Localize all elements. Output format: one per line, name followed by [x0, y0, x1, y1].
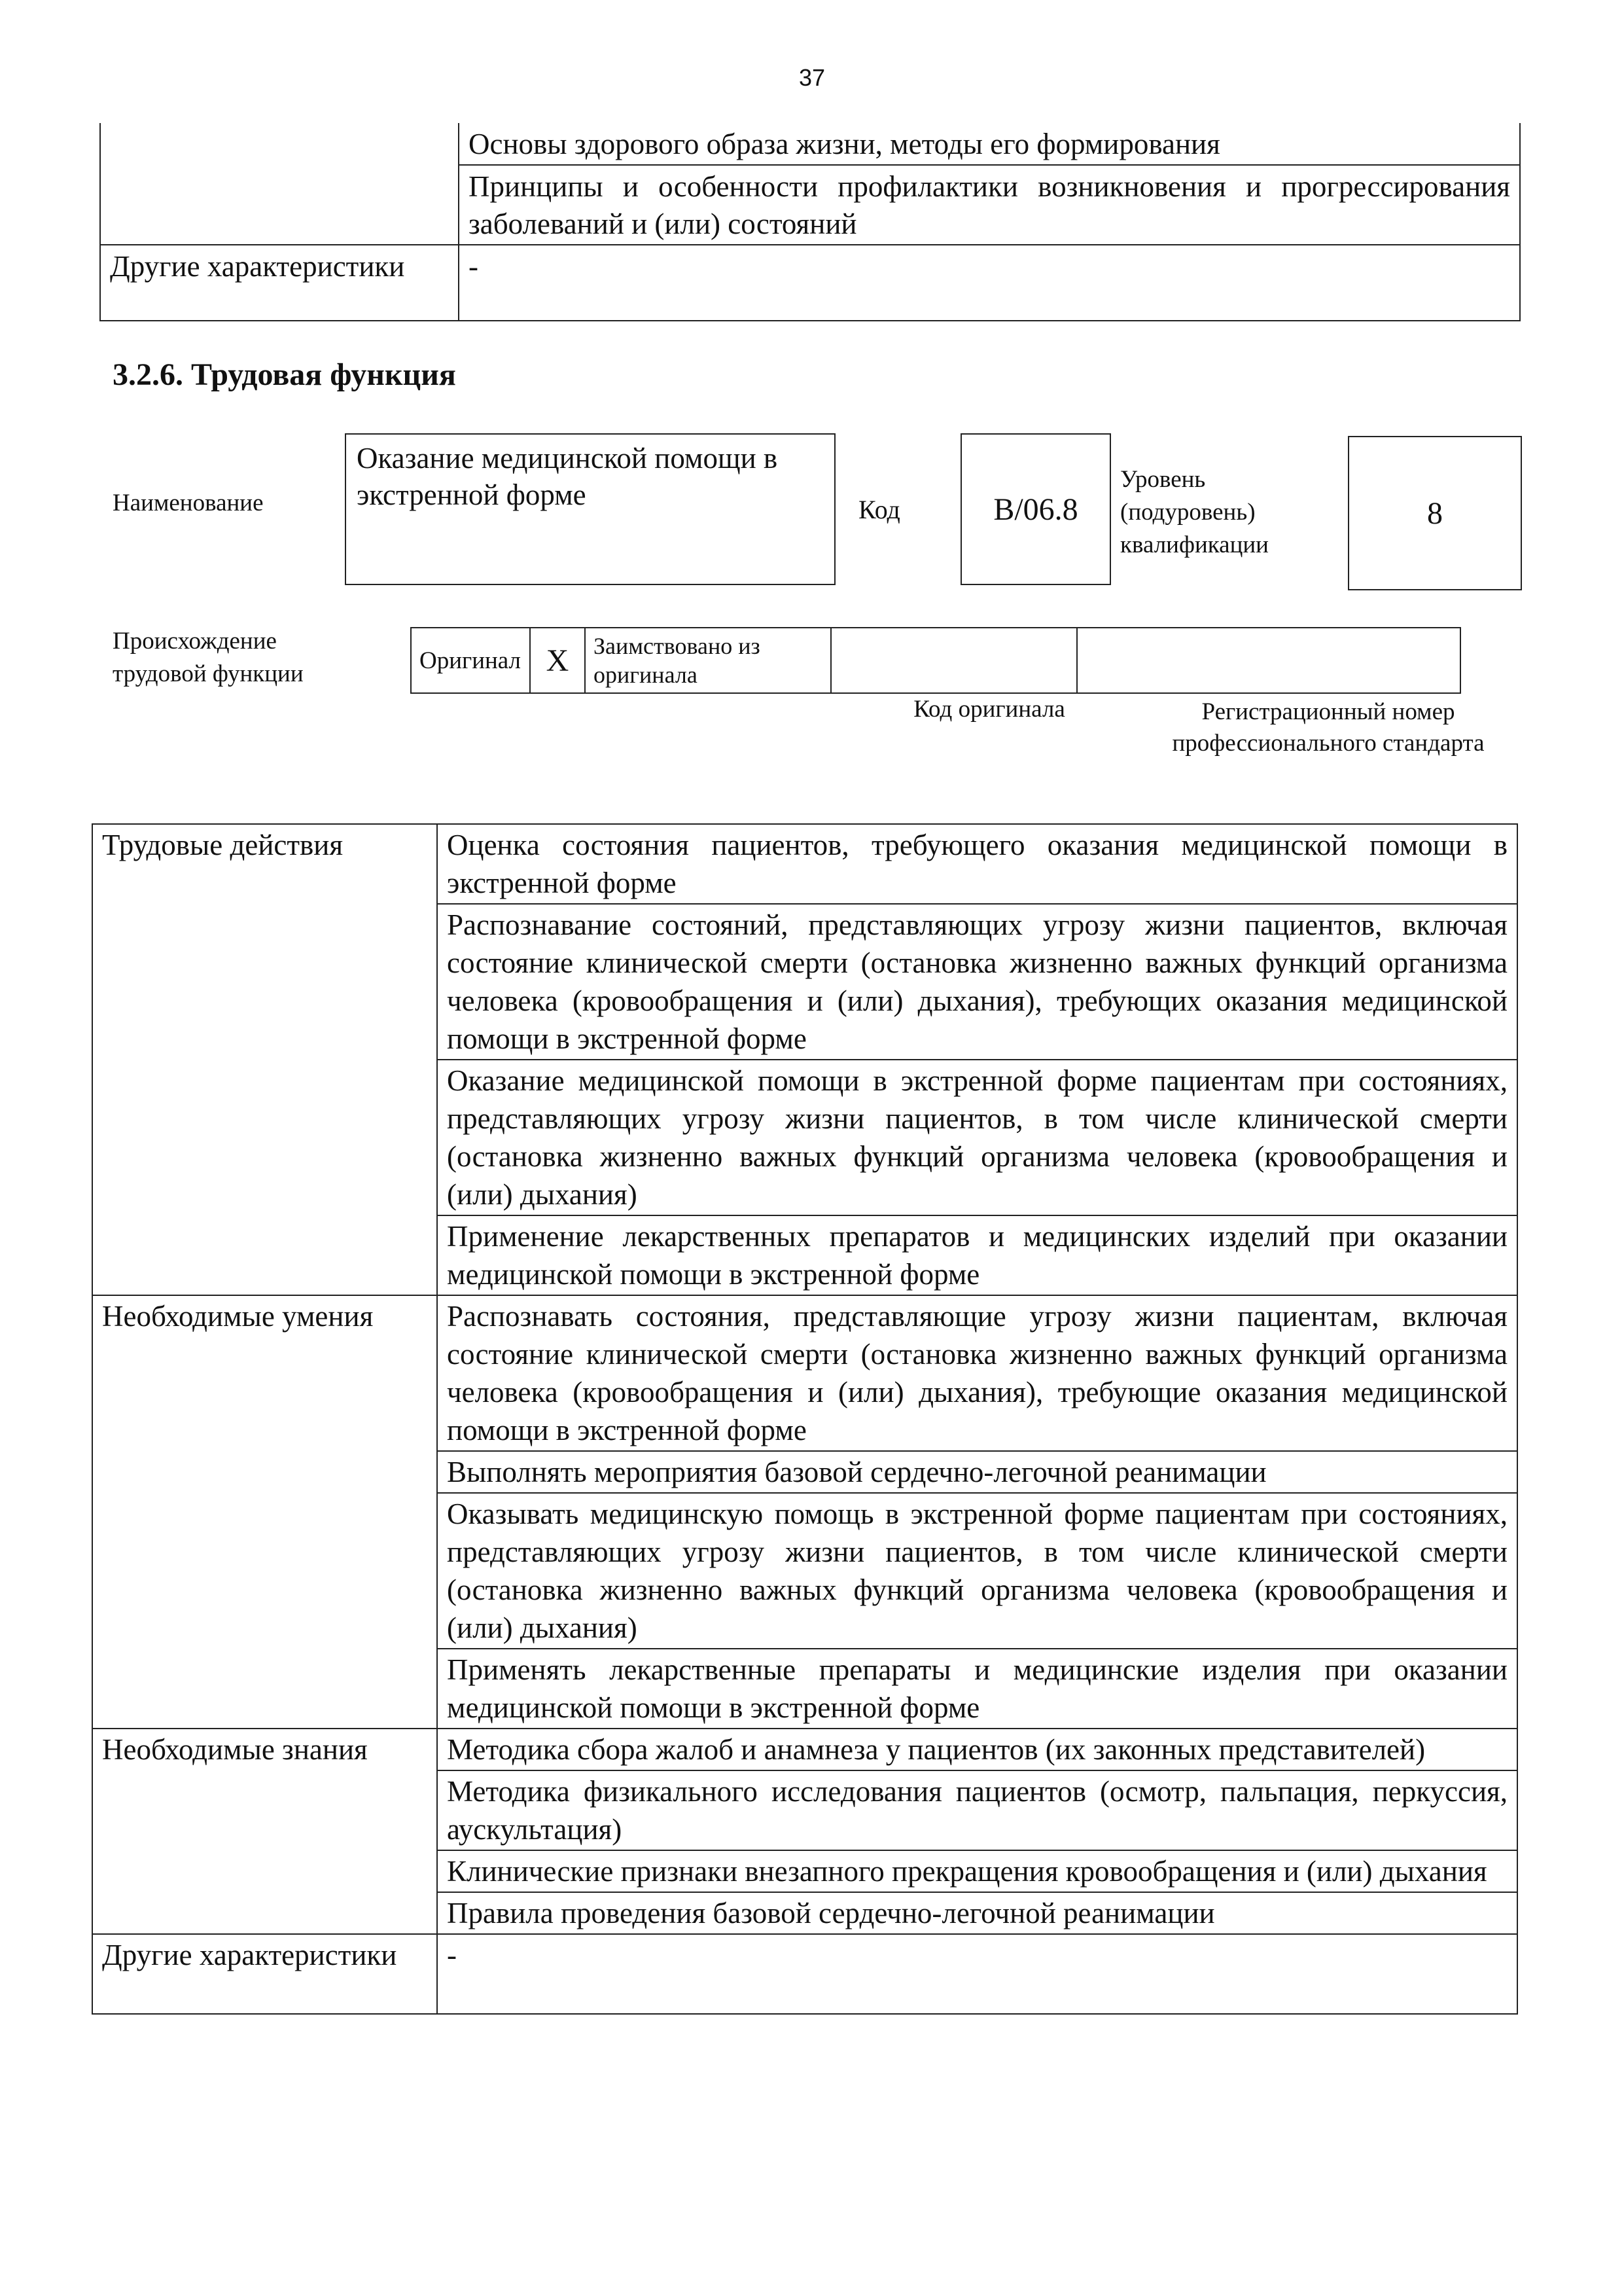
- origin-table: [410, 627, 1461, 694]
- table-row: [92, 1295, 1517, 1451]
- table-row: [92, 824, 1517, 904]
- table-row: [92, 1729, 1517, 1770]
- reg-number-caption: Регистрационный номер профессионального стандарта: [1172, 698, 1485, 757]
- row-value: Основы здорового образа жизни, методы его формирования: [459, 123, 1520, 165]
- section-label: Трудовые действия: [92, 824, 437, 1295]
- original-cell: Оригинал: [411, 628, 530, 693]
- name-field: Оказание медицинской помощи в экстренной форме: [345, 433, 836, 585]
- table-row: [100, 245, 1520, 321]
- section-item: Применять лекарственные препараты и медицинские изделия при оказании медицинской помощи в экстренной форме: [437, 1649, 1517, 1729]
- row-label: Другие характеристики: [100, 245, 459, 321]
- code-original-cell: [831, 628, 1077, 693]
- section-item: Оценка состояния пациентов, требующего оказания медицинской помощи в экстренной форме: [437, 824, 1517, 904]
- table-row: [411, 628, 1460, 693]
- continuation-table: [99, 123, 1521, 321]
- level-label: Уровень (подуровень) квалификации: [1120, 466, 1269, 558]
- section-label: Необходимые знания: [92, 1729, 437, 1934]
- borrowed-cell: Заимствовано из оригинала: [585, 628, 831, 693]
- section-item: Распознавать состояния, представляющие угрозу жизни пациентам, включая состояние клинической смерти (остановка жизненно важных функций организма человека (кровообращения и (или) дыхания), требующие оказания медицинской помощи в экстренной форме: [437, 1295, 1517, 1451]
- name-label: Наименование: [113, 490, 264, 516]
- labor-function-table: [92, 823, 1518, 2015]
- origin-label: Происхождение трудовой функции: [113, 628, 304, 687]
- page-number: 37: [798, 64, 826, 91]
- section-item: Распознавание состояний, представляющих угрозу жизни пациентов, включая состояние клинической смерти (остановка жизненно важных функций организма человека (кровообращения и (или) дыхания), требующих оказания медицинской помощи в экстренной форме: [437, 904, 1517, 1060]
- section-item: Оказание медицинской помощи в экстренной форме пациентам при состояниях, представляющих угрозу жизни пациентов, в том числе клинической смерти (остановка жизненно важных функций организма человека (кровообращения и (или) дыхания): [437, 1060, 1517, 1215]
- reg-number-cell: [1077, 628, 1460, 693]
- row-value: -: [459, 245, 1520, 321]
- section-item: Применение лекарственных препаратов и медицинских изделий при оказании медицинской помощи в экстренной форме: [437, 1215, 1517, 1295]
- section-heading: 3.2.6. Трудовая функция: [113, 357, 456, 392]
- original-mark: X: [530, 628, 585, 693]
- level-field: 8: [1348, 436, 1522, 590]
- section-item: Клинические признаки внезапного прекращения кровообращения и (или) дыхания: [437, 1850, 1517, 1892]
- code-label: Код: [858, 495, 900, 524]
- table-row: [92, 1934, 1517, 2014]
- section-item: Методика сбора жалоб и анамнеза у пациентов (их законных представителей): [437, 1729, 1517, 1770]
- section-item: Выполнять мероприятия базовой сердечно-легочной реанимации: [437, 1451, 1517, 1493]
- section-label: Другие характеристики: [92, 1934, 437, 2014]
- code-original-caption: Код оригинала: [913, 696, 1065, 723]
- section-item: Оказывать медицинскую помощь в экстренной форме пациентам при состояниях, представляющих угрозу жизни пациентов, в том числе клинической смерти (остановка жизненно важных функций организма человека (кровообращения и (или) дыхания): [437, 1493, 1517, 1649]
- section-item: Правила проведения базовой сердечно-легочной реанимации: [437, 1892, 1517, 1934]
- section-item: Методика физикального исследования пациентов (осмотр, пальпация, перкуссия, аускультация): [437, 1770, 1517, 1850]
- section-item: -: [437, 1934, 1517, 2014]
- section-label: Необходимые умения: [92, 1295, 437, 1729]
- code-field: B/06.8: [961, 433, 1111, 585]
- table-row: [100, 123, 1520, 165]
- row-label: [100, 123, 459, 245]
- row-value: Принципы и особенности профилактики возникновения и прогрессирования заболеваний и (или) состояний: [459, 165, 1520, 245]
